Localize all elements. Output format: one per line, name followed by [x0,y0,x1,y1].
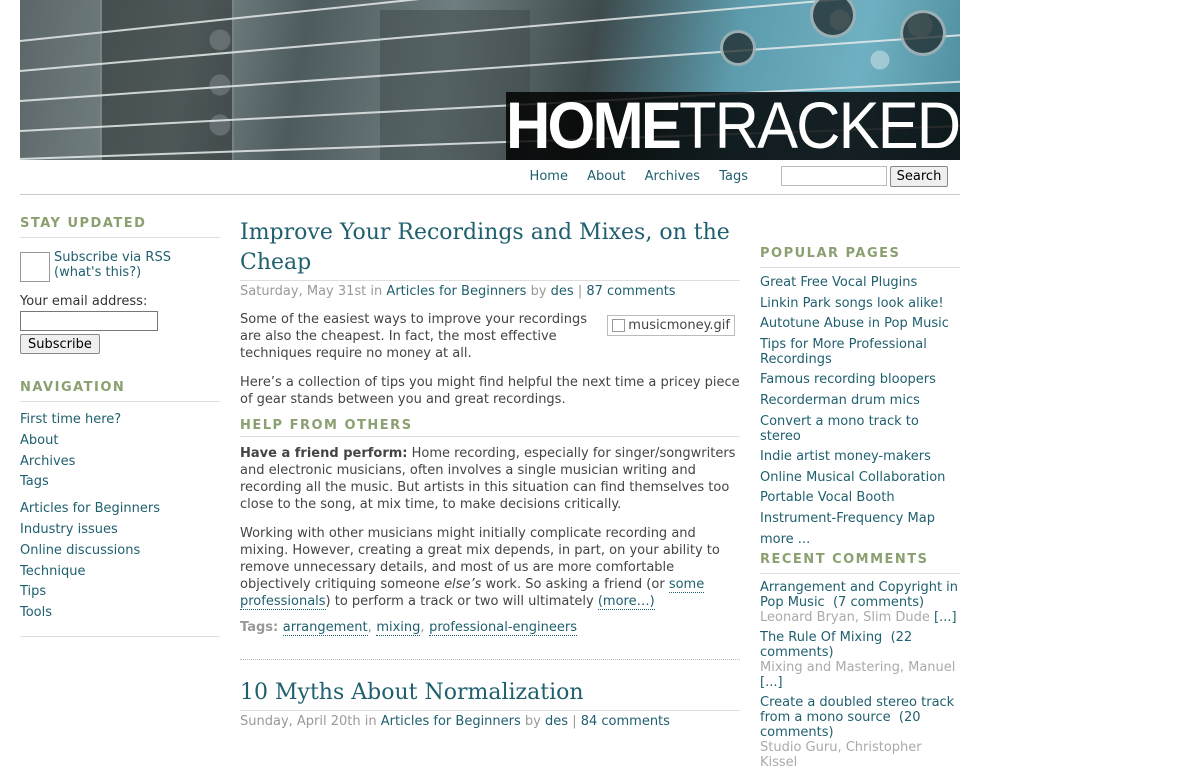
post-divider [240,659,740,660]
image-alt-text: musicmoney.gif [628,318,730,333]
post-paragraph: Some of the easiest ways to improve your recordings are also the cheapest. In fact, the most effective techniques require no money at all. [240,312,587,361]
broken-image-icon [612,319,625,332]
nav-first-time-link[interactable]: First time here? [20,412,122,427]
category-link[interactable]: Articles for Beginners [20,501,160,517]
list-item [20,541,220,562]
list-item [20,562,220,583]
list-item [760,372,960,387]
site-logo[interactable] [506,88,959,160]
post-title-link[interactable]: 10 Myths About Normalization [240,680,584,705]
category-link[interactable]: Technique [20,563,86,579]
post-author-link[interactable]: des [545,714,569,729]
popular-page-link[interactable]: Recorderman drum mics [760,392,920,408]
nav-about-side-link[interactable]: About [20,432,59,448]
recent-comments-list [760,580,960,770]
bold-lead: Have a friend perform: [240,446,408,461]
search-button[interactable]: Search [890,166,948,187]
paragraph-text: Home recording, especially for singer/songwriters and electronic musicians, often involves a single musician writing and recording all the music. But artists in this situation can find themselves too close to the song, at mix time, to make decisions critically. [240,446,736,512]
popular-page-link[interactable]: Famous recording bloopers [760,372,936,388]
list-item [20,472,220,493]
rss-subscribe [20,250,220,284]
post-date: Saturday, May 31st [240,284,367,299]
meta-text: in [364,714,377,729]
tag-link[interactable]: arrangement [282,620,368,635]
commenter: Leonard Bryan [760,610,855,626]
list-item [20,520,220,541]
comment-post-title: The Rule Of Mixing [760,630,883,646]
paragraph-text: ) to perform a track or two will ultimately [325,594,598,609]
logo-bold: HOME [506,88,679,160]
main-content [240,218,740,729]
popular-page-link[interactable]: Great Free Vocal Plugins [760,275,918,290]
comment-count: (20 comments) [760,710,921,741]
left-sidebar [20,216,220,637]
list-item [760,414,960,444]
post-paragraph [240,445,740,513]
guitar-knob-graphic [810,0,856,38]
popular-page-link[interactable]: Autotune Abuse in Pop Music [760,316,949,332]
post-author-link[interactable]: des [550,284,574,299]
list-item [760,490,960,505]
meta-text: by [524,714,541,729]
recent-comments-heading: RECENT COMMENTS [760,552,960,574]
divider [20,636,220,637]
list-item [760,393,960,408]
meta-separator: | [572,714,577,729]
post-meta [240,280,740,299]
comment-post-title: Create a doubled stereo track from a mono source [760,695,955,726]
category-list [20,499,220,624]
list-item: Arrangement and Copyright in Pop Music (7 comments) Leonard Bryan, Slim Dude [...] [760,580,959,626]
guitar-knob-graphic [720,30,756,66]
commenter: Manuel [908,660,956,676]
nav-tags-side-link[interactable]: Tags [20,474,49,490]
post-comments-link[interactable]: 87 comments [586,284,676,299]
email-label: Your email address: [20,294,148,309]
list-item [760,337,960,367]
post-image [607,315,735,336]
list-item [760,470,960,485]
category-link[interactable]: Tools [20,605,53,621]
post-comments-link[interactable]: 84 comments [580,714,670,729]
logo-light: TRACKED [678,88,960,160]
category-link[interactable]: Online discussions [20,542,141,558]
list-item [20,603,220,624]
right-sidebar [760,246,960,775]
post-category-link[interactable]: Articles for Beginners [386,284,527,299]
nav-tags-link[interactable]: Tags [719,169,748,184]
list-item [20,410,220,431]
list-item: Create a doubled stereo track from a mono source (20 comments) Studio Guru, Christopher Kissel [760,695,955,771]
popular-page-link[interactable]: Indie artist money-makers [760,449,931,465]
post-meta [240,710,740,729]
popular-page-link[interactable]: Instrument-Frequency Map [760,510,935,526]
emphasis-text: else’s [444,577,482,592]
post [240,678,740,729]
subscribe-button[interactable]: Subscribe [20,334,100,354]
rss-feed-icon[interactable] [20,252,50,282]
header-banner[interactable] [20,0,960,160]
comment-count: (7 comments) [832,595,925,611]
popular-page-link[interactable]: Portable Vocal Booth [760,490,895,506]
tag-separator: , [367,620,372,635]
meta-text: in [370,284,383,299]
page [20,0,960,771]
tag-separator: , [420,620,425,635]
list-item [760,532,960,547]
list-item [760,296,960,311]
paragraph-text: work. So asking a friend (or [481,577,669,592]
list-item [20,582,220,603]
more-popular-link[interactable]: more ... [760,531,811,547]
meta-text: by [530,284,547,299]
comment-post-link[interactable] [760,695,954,740]
subscribe-rss-link[interactable]: Subscribe via RSS [54,250,171,265]
list-item [20,452,220,473]
more-comments-link[interactable]: [...] [934,610,957,626]
list-item [760,316,960,331]
popular-pages-heading: POPULAR PAGES [760,246,960,268]
meta-separator: | [577,284,583,299]
comment-count: (22 comments) [760,630,913,661]
popular-page-link[interactable]: Online Musical Collaboration [760,469,946,485]
popular-page-link[interactable]: Convert a mono track to stereo [760,413,919,444]
search-input[interactable] [781,166,887,186]
tag-link[interactable]: professional-engineers [429,620,577,635]
popular-page-link[interactable]: Tips for More Professional Recordings [760,336,927,367]
email-field[interactable] [20,311,158,331]
post-title [240,678,740,708]
nav-archives-side-link[interactable]: Archives [20,453,76,469]
commenter: Studio Guru [760,740,838,756]
category-link[interactable]: Industry issues [20,521,118,537]
list-item [760,511,960,526]
list-item [760,449,960,464]
tags-label: Tags: [240,620,279,635]
guitar-knob-graphic [900,10,946,56]
whats-this-link[interactable]: (what's this?) [54,265,142,280]
nav-archives-link[interactable]: Archives [644,169,701,184]
post-title [240,218,740,278]
post-tags [240,620,740,635]
navigation-list [20,410,220,493]
list-item [20,431,220,452]
top-navbar [20,160,960,195]
paragraph-text: Working with other musicians might initially complicate recording and mixing. However, creating a great mix depends, in part, on your ability to remove unnecessary details, and most of us are more comfortable objectively critiquing someone [240,526,720,592]
list-item: The Rule Of Mixing (22 comments) Mixing and Mastering, Manuel [...] [760,630,956,691]
comment-post-link[interactable] [760,630,912,660]
category-link[interactable]: Tips [20,584,47,600]
popular-pages-list [760,275,960,547]
stay-updated-heading: STAY UPDATED [20,216,220,238]
post [240,218,740,660]
list-item [20,499,220,520]
commenter: Slim Dude [863,610,930,626]
more-comments-link[interactable]: [...] [760,675,783,691]
list-item [760,275,960,290]
post-category-link[interactable]: Articles for Beginners [380,714,521,729]
popular-page-link[interactable]: Linkin Park songs look alike! [760,295,944,311]
commenter: Christopher Kissel [760,740,922,771]
commenter: Mixing and Mastering [760,660,900,676]
post-paragraph: Here’s a collection of tips you might find helpful the next time a pricey piece of gear stands between you and great recordings. [240,375,740,407]
comment-post-link[interactable] [760,580,958,610]
top-nav-links [515,169,748,184]
tag-link[interactable]: mixing [376,620,421,635]
post-subheading: HELP FROM OTHERS [240,418,740,437]
read-more-link[interactable]: (more…) [597,594,655,609]
navigation-heading: NAVIGATION [20,380,220,402]
post-date: Sunday, April 20th [240,714,361,729]
post-paragraph [240,525,740,610]
post-body [240,311,740,610]
nav-about-link[interactable]: About [587,169,626,184]
some-professionals-link[interactable]: some professionals [240,577,705,609]
nav-home-link[interactable]: Home [529,169,568,184]
post-title-link[interactable]: Improve Your Recordings and Mixes, on the Cheap [240,220,730,275]
comment-post-title: Arrangement and Copyright in Pop Music [760,580,959,611]
